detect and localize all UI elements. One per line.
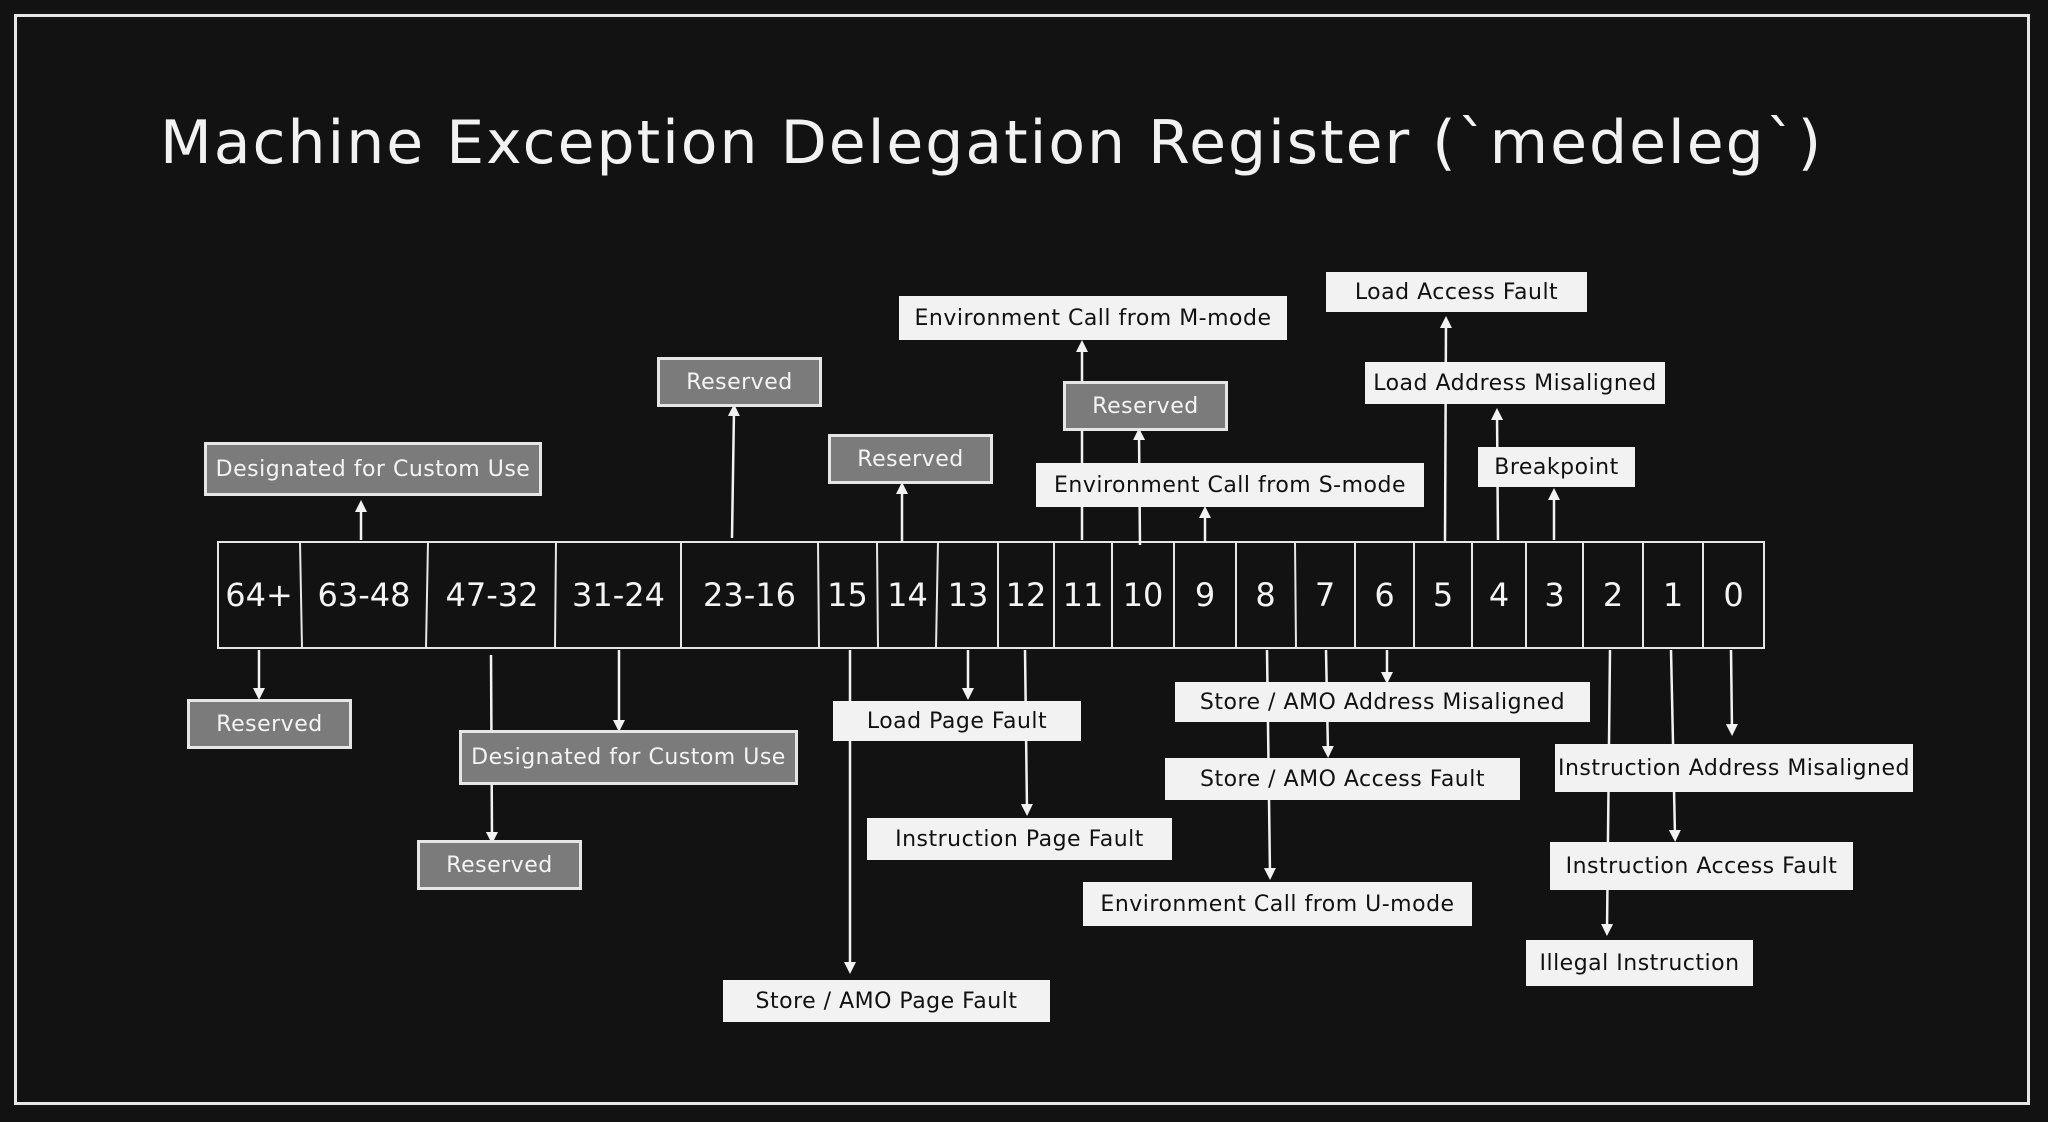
arrow-23-16	[732, 410, 734, 538]
label-bit-14: Reserved	[828, 434, 993, 484]
label-bits-31-24: Designated for Custom Use	[459, 730, 798, 785]
label-bit-15: Store / AMO Page Fault	[723, 980, 1050, 1022]
label-bit-6: Store / AMO Address Misaligned	[1175, 682, 1590, 722]
register-field-12: 12	[1005, 576, 1047, 614]
label-bits-63-48: Designated for Custom Use	[204, 442, 542, 496]
register-field-14: 14	[887, 576, 928, 614]
diagram-title: Machine Exception Delegation Register (`medeleg`)	[160, 108, 1824, 178]
register-field-9: 9	[1194, 576, 1216, 614]
register-field-10: 10	[1122, 576, 1164, 614]
register-field-13: 13	[947, 576, 989, 614]
arrow-0	[1731, 650, 1732, 730]
register-field-63-48: 63-48	[317, 576, 411, 614]
register-field-1: 1	[1662, 576, 1684, 614]
label-bit-8: Environment Call from U-mode	[1083, 882, 1472, 926]
label-bit-12: Instruction Page Fault	[867, 818, 1172, 860]
register-field-6: 6	[1374, 576, 1395, 614]
arrow-5	[1445, 322, 1446, 541]
label-bit-9: Environment Call from S-mode	[1036, 463, 1424, 507]
register-field-64plus: 64+	[225, 576, 293, 614]
label-bit-7: Store / AMO Access Fault	[1165, 758, 1520, 800]
label-bit-11: Environment Call from M-mode	[899, 296, 1287, 340]
label-bit-3: Breakpoint	[1478, 447, 1635, 487]
register-field-0: 0	[1723, 576, 1744, 614]
label-bit-5: Load Access Fault	[1326, 272, 1587, 312]
register-field-4: 4	[1488, 576, 1510, 614]
register-field-15: 15	[827, 576, 868, 614]
label-bit-13: Load Page Fault	[833, 701, 1081, 741]
label-bits-47-32: Reserved	[417, 840, 582, 890]
label-bit-0: Instruction Address Misaligned	[1555, 744, 1913, 792]
register-field-31-24: 31-24	[572, 576, 665, 614]
label-bits-64plus: Reserved	[187, 699, 352, 749]
register-field-47-32: 47-32	[445, 576, 539, 614]
register-field-7: 7	[1314, 576, 1336, 614]
label-bits-23-16: Reserved	[657, 357, 822, 407]
register-field-8: 8	[1255, 576, 1276, 614]
label-bit-4: Load Address Misaligned	[1365, 362, 1665, 404]
register-field-5: 5	[1432, 576, 1454, 614]
register-field-2: 2	[1602, 576, 1624, 614]
arrow-1	[1671, 650, 1675, 836]
register-field-11: 11	[1062, 576, 1104, 614]
register-field-23-16: 23-16	[703, 576, 796, 614]
register-field-3: 3	[1544, 576, 1565, 614]
label-bit-10: Reserved	[1063, 381, 1228, 431]
label-bit-1: Instruction Access Fault	[1550, 842, 1853, 890]
label-bit-2: Illegal Instruction	[1526, 940, 1753, 986]
